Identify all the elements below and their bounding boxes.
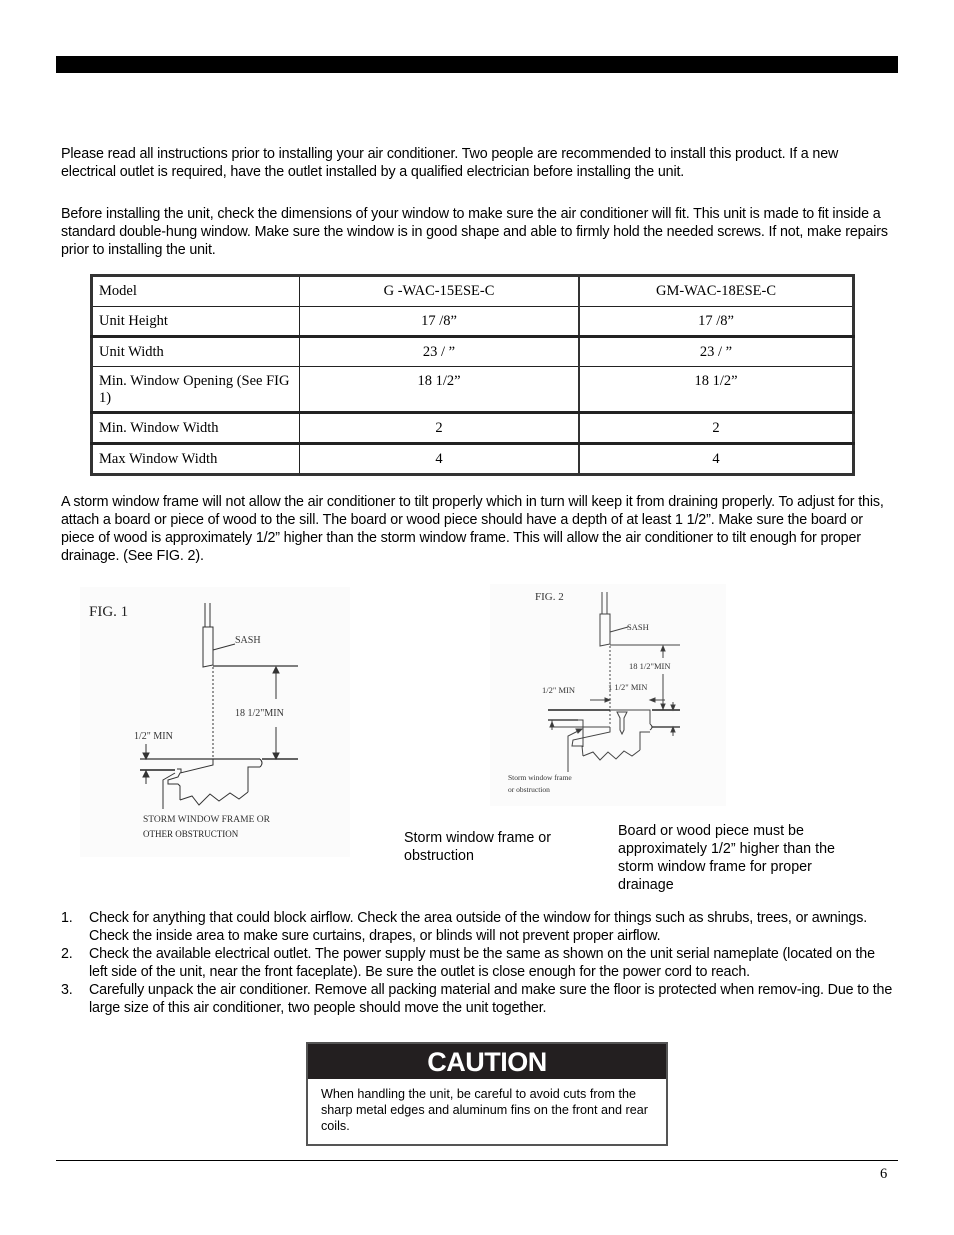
table-row [92,337,854,367]
obstruction-label-line-2: or obstruction [508,785,550,794]
model-15-value: G -WAC-15ESE-C [300,276,580,307]
sash-label: SASH [627,622,649,632]
list-item [61,981,896,1017]
table-row [92,444,854,475]
model-18-value: 4 [579,444,854,475]
figure-2-title: FIG. 2 [535,591,564,603]
page-number: 6 [880,1166,888,1182]
opening-dimension-label: 18 1/2"MIN [235,708,284,719]
caption-board-height: Board or wood piece must be approximately 1/2” higher than the storm window frame for proper drainage [618,823,835,893]
storm-window-paragraph: A storm window frame will not allow the air conditioner to tilt properly which in turn will keep it from draining properly. To adjust for this, attach a board or piece of wood to the sill. The board or wood piece should have a depth of at least 1 1/2”. Make sure the board or piece of wood is approximately 1/2” higher than the storm window frame. This will allow the air conditioner to tilt enough for proper drainage. (See FIG. 2). [61,494,884,564]
row-label: Min. Window Opening (See FIG 1) [92,367,300,413]
table-row [92,367,854,413]
min-height-label: 1/2" MIN [134,731,173,742]
caution-title: CAUTION [308,1044,666,1079]
model-15-value: 4 [300,444,580,475]
table-row [92,413,854,444]
step-number: 3. [61,982,73,998]
table-row [92,276,854,307]
header-bar [56,56,898,73]
intro-paragraph-2: Before installing the unit, check the dimensions of your window to make sure the air conditioner will fit. This unit is made to fit inside a standard double-hung window. Make sure the window is in good shape and able to firmly hold the needed screws. If not, make repairs prior to installing the unit. [61,206,888,258]
row-label: Unit Height [92,307,300,337]
model-18-value: 18 1/2” [579,367,854,413]
model-18-value: GM-WAC-18ESE-C [579,276,854,307]
row-label: Model [92,276,300,307]
spec-table [90,274,855,476]
step-text: Check the available electrical outlet. The power supply must be the same as shown on the unit serial nameplate (located on the left side of the unit, near the front faceplate). Be sure the outlet is close enough for the power cord to reach. [89,946,875,980]
figure-1-window-opening-diagram [80,587,350,857]
obstruction-label-line-1: STORM WINDOW FRAME OR [143,815,270,825]
step-number: 2. [61,946,73,962]
sash-label: SASH [235,635,261,646]
caution-body: When handling the unit, be careful to avoid cuts from the sharp metal edges and aluminum fins on the front and rear coils. [321,1087,648,1133]
row-label: Unit Width [92,337,300,367]
list-item [61,909,896,945]
model-18-value: 23 / ” [579,337,854,367]
step-text: Carefully unpack the air conditioner. Remove all packing material and make sure the floor is protected when remov-ing. Due to the large size of this air conditioner, two people should move the unit together. [89,982,893,1016]
model-18-value: 2 [579,413,854,444]
model-15-value: 23 / ” [300,337,580,367]
caution-box [306,1042,668,1146]
step-number: 1. [61,910,73,926]
footer-divider [56,1160,898,1161]
model-18-value: 17 /8” [579,307,854,337]
model-15-value: 18 1/2” [300,367,580,413]
obstruction-label-line-2: OTHER OBSTRUCTION [143,829,239,839]
obstruction-label-line-1: Storm window frame [508,773,572,782]
list-item [61,945,896,981]
installation-steps-list [61,909,896,1017]
row-label: Max Window Width [92,444,300,475]
model-15-value: 17 /8” [300,307,580,337]
table-row [92,307,854,337]
step-text: Check for anything that could block airflow. Check the area outside of the window for things such as shrubs, trees, or awnings. Check the inside area to make sure curtains, drapes, or blinds will not prevent proper airflow. [89,910,868,944]
intro-paragraph-1: Please read all instructions prior to installing your air conditioner. Two people are recommended to install this product. If a new electrical outlet is required, have the outlet installed by a qualified electrician before installing the unit. [61,146,839,180]
opening-dimension-label: 18 1/2"MIN [629,661,671,671]
model-15-value: 2 [300,413,580,444]
figure-2-storm-window-board-diagram [490,584,726,806]
figure-1-title: FIG. 1 [89,604,129,620]
row-label: Min. Window Width [92,413,300,444]
min-height-label: 1/2" MIN [542,685,575,695]
caption-storm-window-frame: Storm window frame or obstruction [404,830,551,864]
board-depth-label: 1 1/2" MIN [608,682,648,692]
